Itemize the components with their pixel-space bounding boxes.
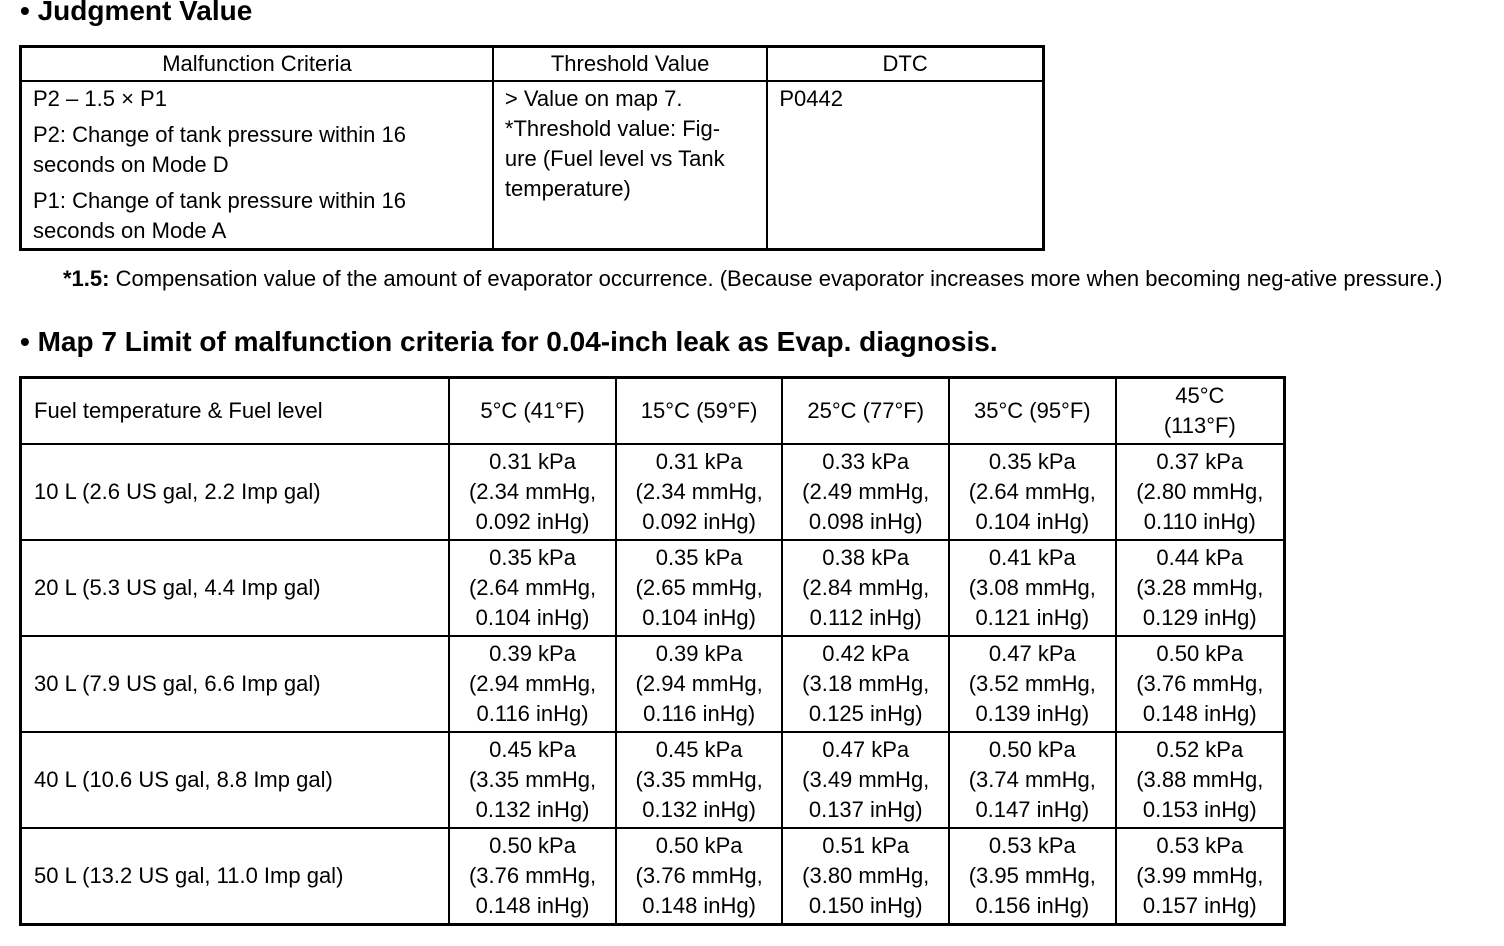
pressure-value-cell [782,636,949,732]
pressure-value-line: 0.104 inHg) [975,509,1090,534]
pressure-value-line: 0.47 kPa [988,641,1076,666]
pressure-value-cell [616,732,783,828]
pressure-value-line: (2.84 mmHg, [802,575,930,600]
pressure-value-cell [449,828,616,925]
pressure-value-line: 0.41 kPa [988,545,1076,570]
pressure-value-line: 0.50 kPa [655,833,743,858]
pressure-value-line: 0.157 inHg) [1142,893,1257,918]
pressure-value-cell [782,828,949,925]
pressure-value-line: (2.64 mmHg, [468,575,597,600]
judgment-value-table [19,45,1045,251]
pressure-value-line: 0.150 inHg) [808,893,923,918]
map7-heading: • Map 7 Limit of malfunction criteria for 0.04-inch leak as Evap. diagnosis. [20,326,998,357]
pressure-value-cell [449,732,616,828]
pressure-value-line: 0.139 inHg) [975,701,1090,726]
pressure-value-line: 0.104 inHg) [475,605,590,630]
pressure-value-cell [449,636,616,732]
pressure-value-line: 0.31 kPa [489,449,576,474]
temp-header: 35°C (95°F) [949,378,1116,445]
pressure-value-cell [1116,636,1285,732]
fuel-level-label: 50 L (13.2 US gal, 11.0 Imp gal) [21,828,450,925]
pressure-value-line: 0.31 kPa [655,449,743,474]
pressure-value-cell [782,732,949,828]
table-row [21,636,1285,732]
pressure-value-line: (3.08 mmHg, [968,575,1096,600]
table-row [21,444,1285,540]
pressure-value-line: 0.125 inHg) [808,701,923,726]
pressure-value-line: 0.121 inHg) [975,605,1090,630]
pressure-value-line: 0.147 inHg) [975,797,1090,822]
pressure-value-line: 0.110 inHg) [1143,509,1256,534]
pressure-value-cell [949,828,1116,925]
pressure-value-line: (2.80 mmHg, [1136,479,1264,504]
pressure-value-cell [1116,732,1285,828]
pressure-value-line: 0.35 kPa [489,545,576,570]
criteria-p2-definition: P2: Change of tank pressure within 16 seconds on Mode D [33,122,407,177]
pressure-value-line: 0.44 kPa [1156,545,1244,570]
pressure-value-line: 0.116 inHg) [476,701,589,726]
pressure-value-cell [1116,444,1285,540]
pressure-value-line: (3.35 mmHg, [635,767,763,792]
pressure-value-line: 0.45 kPa [489,737,576,762]
pressure-value-cell [782,540,949,636]
pressure-value-line: 0.104 inHg) [642,605,756,630]
fuel-level-label: 30 L (7.9 US gal, 6.6 Imp gal) [21,636,450,732]
corner-label: Fuel temperature & Fuel level [21,378,450,445]
pressure-value-line: 0.53 kPa [988,833,1076,858]
header-dtc: DTC [767,47,1043,82]
pressure-value-line: 0.45 kPa [655,737,743,762]
compensation-note [63,264,1483,294]
pressure-value-line: (3.76 mmHg, [635,863,763,888]
map7-table [19,376,1286,926]
pressure-value-line: (2.94 mmHg, [635,671,763,696]
fuel-level-label: 20 L (5.3 US gal, 4.4 Imp gal) [21,540,450,636]
pressure-value-line: (3.76 mmHg, [1136,671,1264,696]
pressure-value-line: 0.148 inHg) [642,893,756,918]
pressure-value-line: 0.33 kPa [822,449,910,474]
pressure-value-line: 0.42 kPa [822,641,910,666]
header-threshold-value: Threshold Value [493,47,767,82]
malfunction-criteria-cell [21,81,493,250]
pressure-value-cell [949,444,1116,540]
note-label: *1.5: [63,266,110,291]
pressure-value-line: (2.64 mmHg, [968,479,1096,504]
pressure-value-line: 0.132 inHg) [642,797,756,822]
pressure-value-line: (3.88 mmHg, [1136,767,1264,792]
threshold-line: temperature) [504,176,631,201]
pressure-value-line: 0.098 inHg) [808,509,923,534]
pressure-value-line: 0.153 inHg) [1142,797,1257,822]
fuel-level-label: 10 L (2.6 US gal, 2.2 Imp gal) [21,444,450,540]
pressure-value-line: (2.94 mmHg, [468,671,597,696]
pressure-value-cell [616,540,783,636]
criteria-formula: P2 – 1.5 × P1 [33,86,167,111]
pressure-value-line: (3.18 mmHg, [802,671,930,696]
pressure-value-line: 0.092 inHg) [642,509,756,534]
pressure-value-cell [949,636,1116,732]
pressure-value-line: 0.47 kPa [822,737,910,762]
pressure-value-line: (3.52 mmHg, [968,671,1096,696]
pressure-value-line: 0.53 kPa [1156,833,1244,858]
judgment-header-row [21,47,1044,82]
pressure-value-line: 0.50 kPa [988,737,1076,762]
pressure-value-cell [616,828,783,925]
pressure-value-cell [449,444,616,540]
pressure-value-line: 0.37 kPa [1156,449,1244,474]
pressure-value-line: (3.74 mmHg, [968,767,1096,792]
threshold-line: *Threshold value: Fig- [504,116,721,141]
criteria-p1-definition: P1: Change of tank pressure within 16 seconds on Mode A [33,188,407,243]
pressure-value-line: 0.092 inHg) [475,509,590,534]
pressure-value-line: (3.99 mmHg, [1136,863,1264,888]
temp-header: 25°C (77°F) [782,378,949,445]
fuel-level-label: 40 L (10.6 US gal, 8.8 Imp gal) [21,732,450,828]
pressure-value-line: (3.49 mmHg, [802,767,930,792]
pressure-value-cell [616,444,783,540]
pressure-value-cell [949,540,1116,636]
pressure-value-line: (3.35 mmHg, [468,767,597,792]
pressure-value-line: 0.156 inHg) [975,893,1090,918]
pressure-value-line: 0.116 inHg) [643,701,756,726]
pressure-value-cell [449,540,616,636]
pressure-value-line: (2.34 mmHg, [468,479,597,504]
pressure-value-cell [1116,540,1285,636]
pressure-value-line: (3.28 mmHg, [1136,575,1264,600]
note-text: Compensation value of the amount of evaporator occurrence. (Because evaporator increases more when becoming neg-ative pressure.) [109,266,1443,291]
pressure-value-line: 0.148 inHg) [475,893,590,918]
pressure-value-cell [782,444,949,540]
threshold-value-cell [493,81,767,250]
pressure-value-line: (3.80 mmHg, [802,863,930,888]
pressure-value-line: 0.132 inHg) [475,797,590,822]
table-row [21,732,1285,828]
temp-header: 15°C (59°F) [616,378,783,445]
pressure-value-cell [949,732,1116,828]
table-row [21,828,1285,925]
pressure-value-line: (3.95 mmHg, [968,863,1096,888]
header-malfunction-criteria: Malfunction Criteria [21,47,493,82]
pressure-value-line: 0.35 kPa [988,449,1076,474]
judgment-value-heading: • Judgment Value [20,0,253,26]
pressure-value-line: 0.51 kPa [822,833,910,858]
pressure-value-cell [616,636,783,732]
map7-header-row [21,378,1285,445]
pressure-value-line: 0.112 inHg) [809,605,922,630]
threshold-line: ure (Fuel level vs Tank [504,146,725,171]
pressure-value-line: 0.137 inHg) [808,797,923,822]
pressure-value-line: 0.50 kPa [1156,641,1244,666]
temp-header: 45°C (113°F) [1116,378,1285,445]
pressure-value-line: 0.148 inHg) [1142,701,1257,726]
threshold-line: > Value on map 7. [504,86,683,111]
temp-header: 5°C (41°F) [449,378,616,445]
pressure-value-line: 0.39 kPa [489,641,576,666]
pressure-value-line: (3.76 mmHg, [468,863,597,888]
pressure-value-line: 0.50 kPa [489,833,576,858]
pressure-value-line: 0.38 kPa [822,545,910,570]
pressure-value-line: (2.34 mmHg, [635,479,763,504]
pressure-value-line: 0.129 inHg) [1142,605,1257,630]
pressure-value-cell [1116,828,1285,925]
pressure-value-line: (2.65 mmHg, [635,575,763,600]
pressure-value-line: (2.49 mmHg, [802,479,930,504]
table-row [21,540,1285,636]
pressure-value-line: 0.35 kPa [655,545,743,570]
pressure-value-line: 0.39 kPa [655,641,743,666]
pressure-value-line: 0.52 kPa [1156,737,1244,762]
judgment-data-row [21,81,1044,250]
dtc-cell: P0442 [767,81,1043,250]
